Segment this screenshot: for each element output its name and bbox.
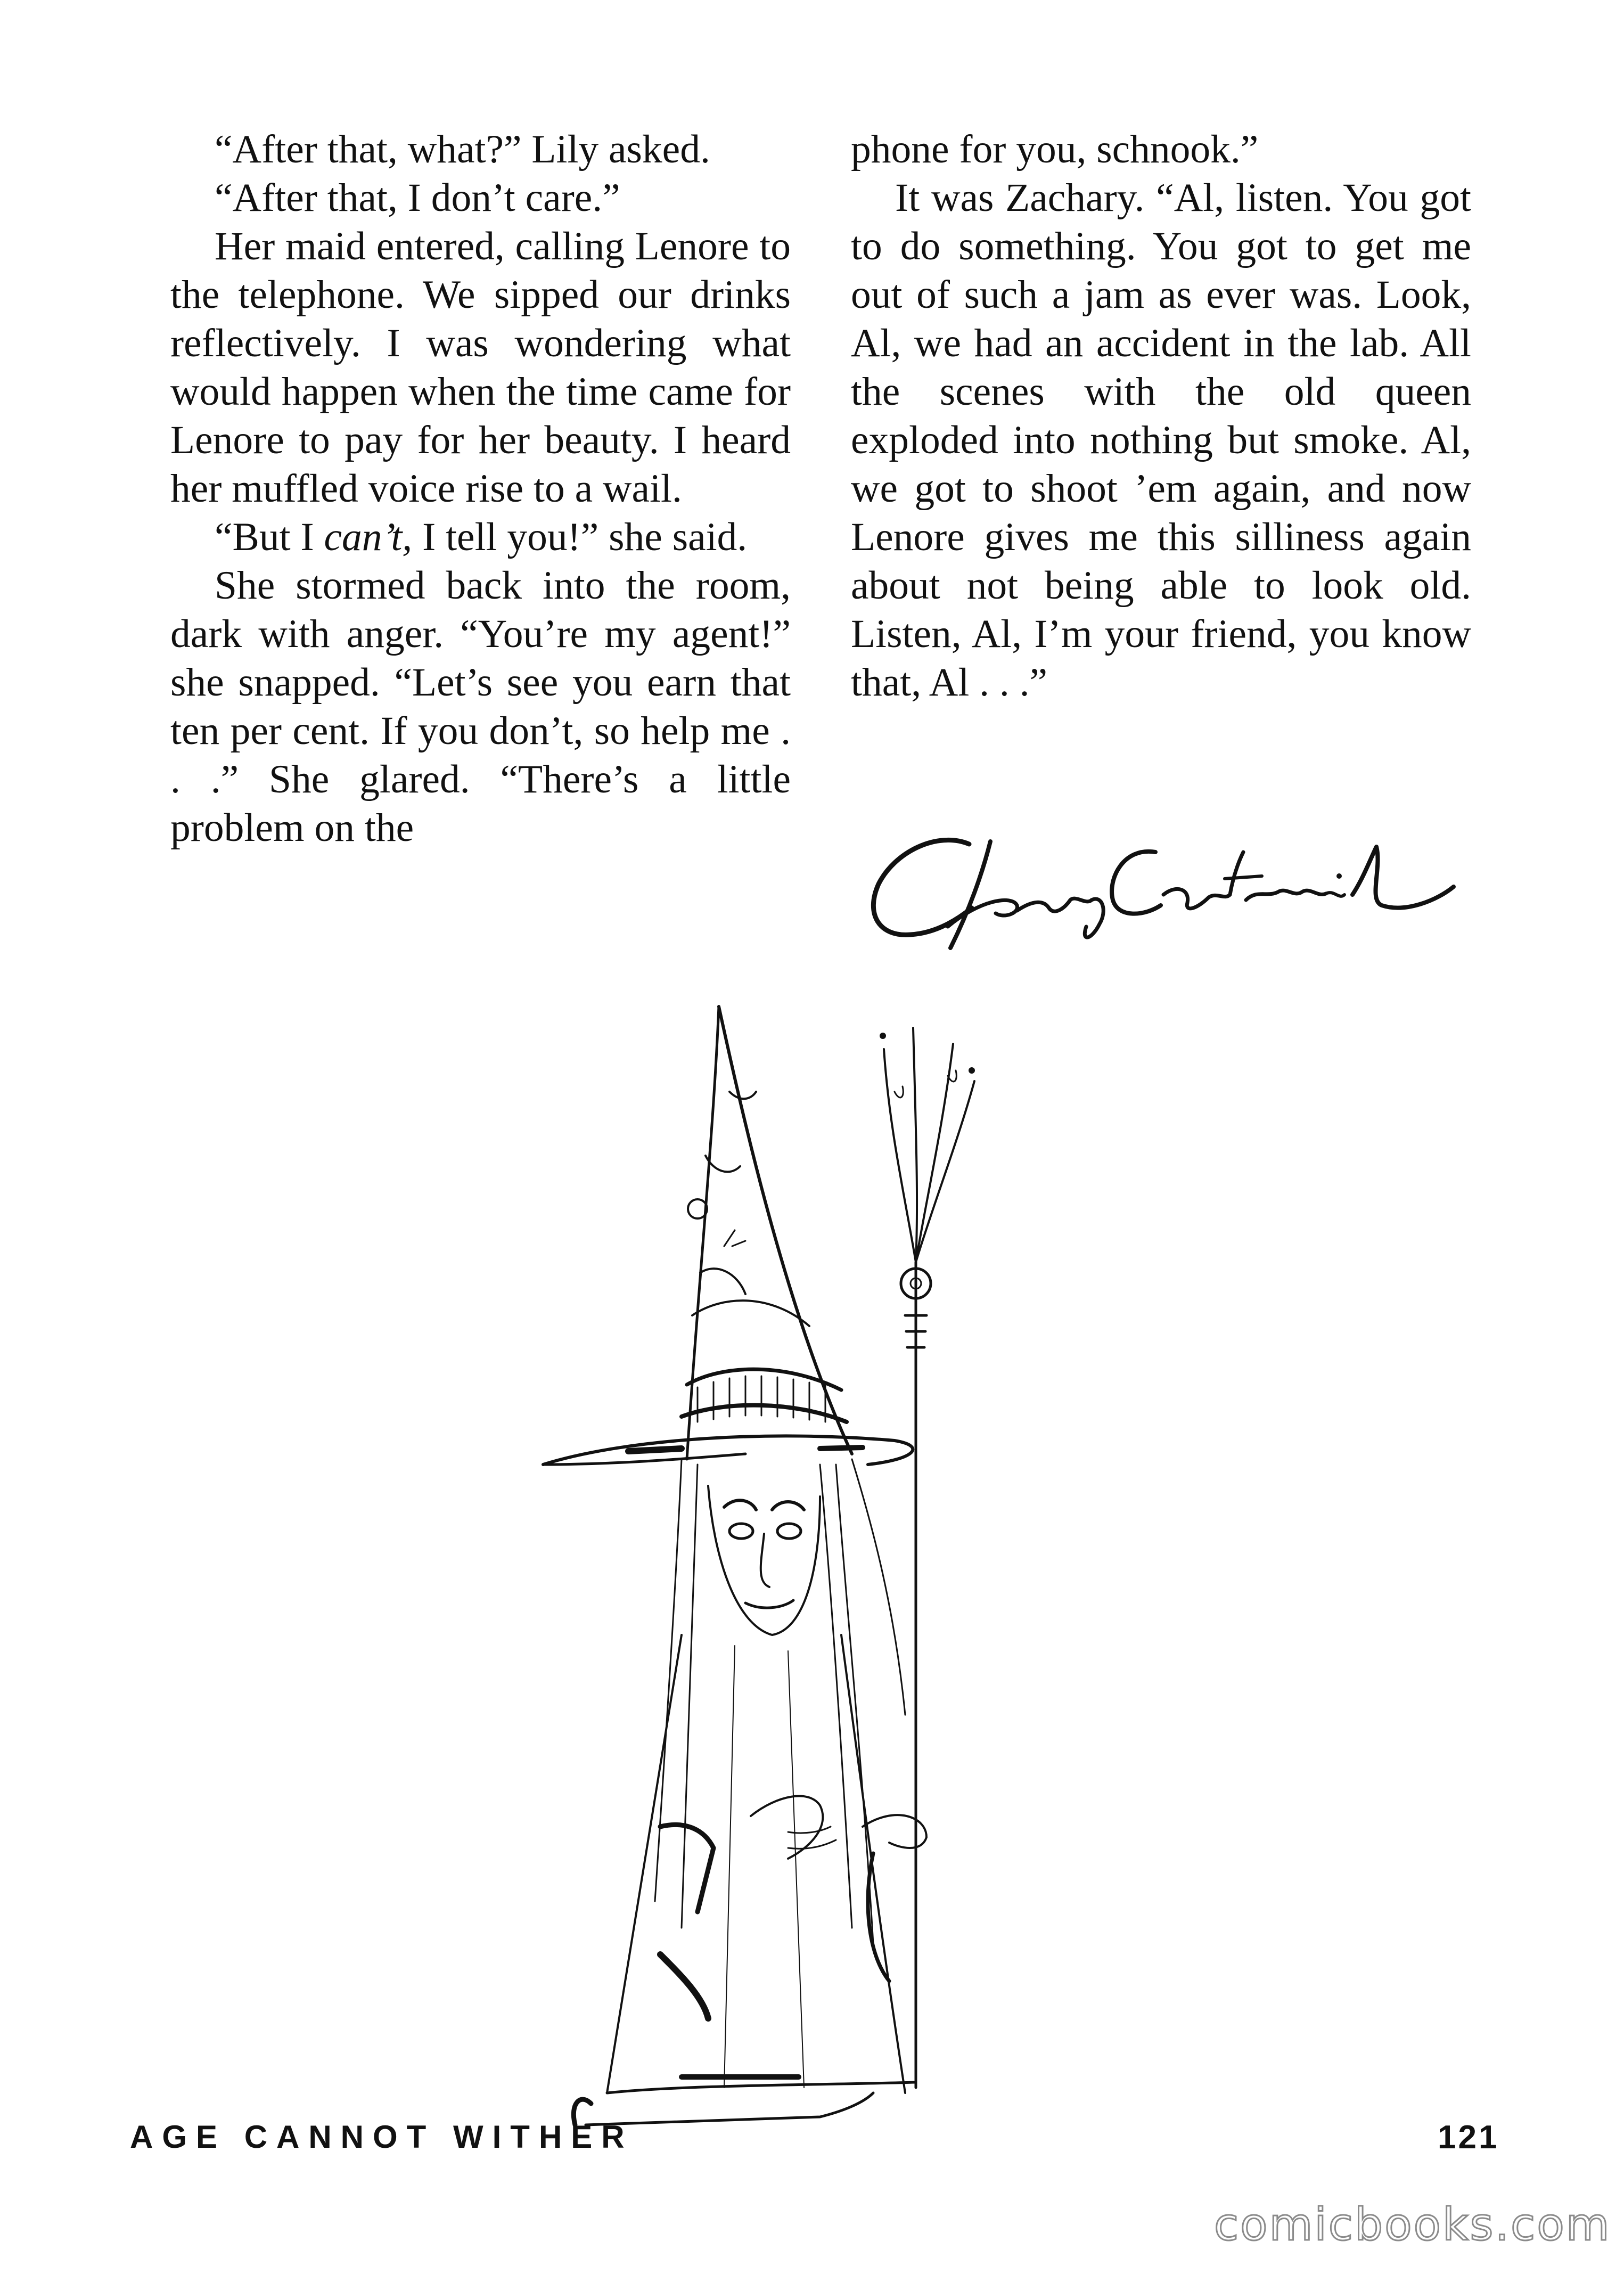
witch-illustration [522, 996, 1118, 2146]
paragraph: It was Zachary. “Al, listen. You got to do something. You got to get me out of such a jam as ever was. Look, Al, we had an accident in the lab. All the scenes with the old queen exploded into nothing but smoke. Al, we got to shoot ’em again, and now Lenore gives me this silliness again about not being able to look old. Listen, Al, I’m your friend, you know that, Al . . .” [851, 176, 1471, 705]
page-number: 121 [1438, 2119, 1499, 2156]
paragraph: phone for you, schnook.” [851, 127, 1259, 171]
paragraph-text: “But I [215, 515, 324, 559]
paragraph: “After that, what?” Lily asked. [215, 127, 710, 171]
paragraph: Her maid entered, calling Lenore to the telephone. We sipped our drinks reflectively. I was wondering what would happen when the time came for Lenore to pay for her beauty. I heard her muffled voice rise to a wail. [170, 224, 791, 511]
author-signature [857, 820, 1475, 969]
site-watermark: comicbooks.com [1214, 2198, 1611, 2251]
text-column-right [851, 125, 1471, 707]
running-footer-title: AGE CANNOT WITHER [130, 2119, 634, 2155]
paragraph: She stormed back into the room, dark with anger. “You’re my agent!” she snapped. “Let’s see you earn that ten per cent. If you don’t, so help me . . .” She glared. “There’s a little problem on the [170, 563, 791, 850]
text-column-left [170, 125, 791, 852]
paragraph-with-italic [170, 513, 791, 561]
robe-icon [607, 1635, 682, 2093]
paragraph: “After that, I don’t care.” [215, 176, 620, 220]
paragraph-text: I tell you!” she said. [412, 515, 748, 559]
italic-text: can’t, [324, 515, 413, 559]
